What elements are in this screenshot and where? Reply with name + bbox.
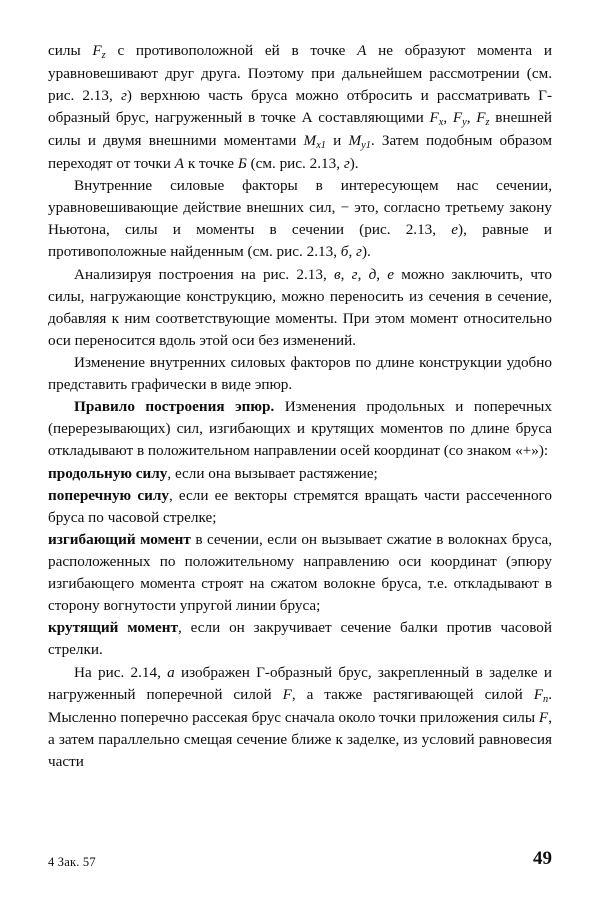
signature-mark: 4 Зак. 57 (48, 855, 96, 869)
paragraph-p2: Внутренние силовые факторы в интересующем нас сечении, уравновешивающие действие внешних сил, − это, согласно третьему закону Ньютона, силы и моменты в сечении (рис. 2.13, е), равные и противоположные найденным (см. рис. 2.13, б, г). (48, 177, 552, 261)
paragraph-p6: продольную силу, если она вызывает растяжение; (48, 464, 378, 482)
paragraph-p7: поперечную силу, если ее векторы стремятся вращать части рассеченного бруса по часовой стрелке; (48, 486, 552, 526)
paragraph-p9: крутящий момент, если он закручивает сечение балки против часовой стрелки. (48, 619, 552, 659)
page-number: 49 (533, 848, 552, 869)
paragraph-p1: силы $F_z$ с противоположной ей в точке А не образуют момента и уравновешивают друг друга. Поэтому при дальнейшем рассмотрении (см. рис. 2.13, г) верхнюю часть бруса можно отбросить и рассматривать Г-образный брус, нагруженный в точке А составляющими $F_х$, $F_у$, $F_z$ внешней силы и двумя внешними моментами $M_х1$ и $M_у1$. Затем подобным образом переходят от точки А к точке Б (см. рис. 2.13, г). (48, 42, 553, 173)
paragraph-p4: Изменение внутренних силовых факторов по длине конструкции удобно представить графически в виде эпюр. (48, 354, 552, 394)
page-body (48, 40, 552, 773)
paragraph-p3: Анализируя построения на рис. 2.13, в, г, д, е можно заключить, что силы, нагружающие конструкцию, можно переносить из сечения в сечение, добавляя к ним соответствующие моменты. При этом момент относительно оси переносится вдоль этой оси без изменений. (48, 265, 552, 349)
paragraph-p8: изгибающий момент в сечении, если он вызывает сжатие в волокнах бруса, расположенных по положительному направлению оси координат (эпюру изгибающего момента строят на сжатом волокне бруса, т.е. откладывают в сторону вогнутости упругой линии бруса; (48, 530, 552, 615)
paragraph-p5: Правило построения эпюр. Изменения продольных и поперечных (перерезывающих) сил, изгибающих и крутящих моментов по длине бруса откладывают в положительном направлении осей координат (со знаком «+»): (48, 398, 552, 460)
page-footer (48, 848, 552, 870)
paragraph-p10: На рис. 2.14, а изображен Г-образный брус, закрепленный в заделке и нагруженный поперечной силой F, а также растягивающей силой $F_п$. Мысленно поперечно рассекая брус сначала около точки приложения силы F, а затем параллельно смещая сечение ближе к заделке, из условий равновесия части (48, 663, 552, 770)
